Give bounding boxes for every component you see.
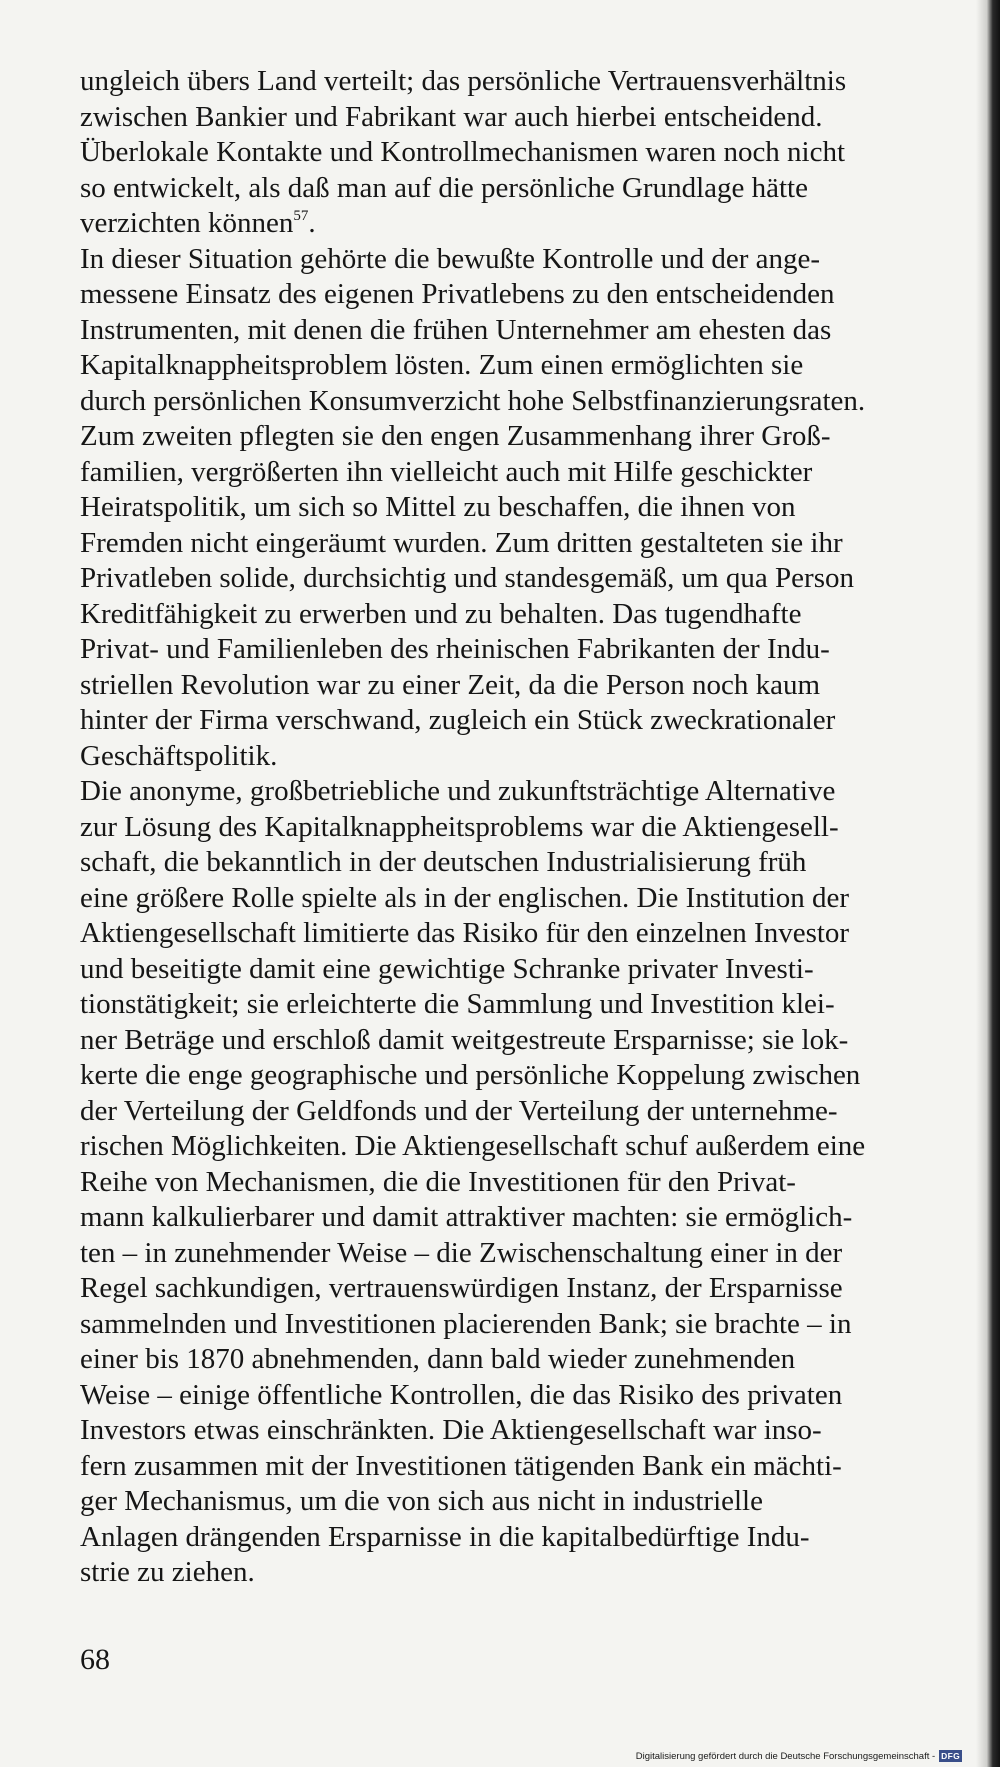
dfg-logo-icon: DFG bbox=[941, 1751, 960, 1761]
text-line: eine größere Rolle spielte als in der englischen. Die Institution der bbox=[80, 881, 850, 914]
text-line: In dieser Situation gehörte die bewußte Kontrolle und der ange- bbox=[80, 242, 821, 275]
text-line: Geschäftspolitik. bbox=[80, 739, 278, 772]
footnote-marker: 57 bbox=[293, 208, 309, 224]
text-line: ungleich übers Land verteilt; das persönliche Vertrauensverhältnis bbox=[80, 65, 847, 97]
text-line: schaft, die bekanntlich in der deutschen Industrialisierung früh bbox=[80, 846, 807, 878]
page-edge-shadow bbox=[976, 0, 1000, 1767]
text-line: Zum zweiten pflegten sie den engen Zusammenhang ihrer Groß- bbox=[80, 420, 831, 452]
text-line: hinter der Firma verschwand, zugleich ein Stück zweckrationaler bbox=[80, 704, 836, 736]
text-line: ger Mechanismus, um die von sich aus nicht in industrielle bbox=[80, 1485, 763, 1517]
page-number: 68 bbox=[80, 1643, 110, 1676]
text-line: Instrumenten, mit denen die frühen Unternehmer am ehesten das bbox=[80, 313, 832, 346]
text-line: Kreditfähigkeit zu erwerben und zu behalten. Das tugendhafte bbox=[80, 597, 802, 630]
text-line: messene Einsatz des eigenen Privatlebens zu den entscheidenden bbox=[80, 278, 835, 310]
text-line: tionstätigkeit; sie erleichterte die Sammlung und Investition klei- bbox=[80, 988, 835, 1020]
text-line: rischen Möglichkeiten. Die Aktiengesellschaft schuf außerdem eine bbox=[80, 1130, 866, 1162]
text-line: Heiratspolitik, um sich so Mittel zu beschaffen, die ihnen von bbox=[80, 491, 796, 523]
text-line: Privatleben solide, durchsichtig und standesgemäß, um qua Person bbox=[80, 562, 854, 594]
period: . bbox=[308, 207, 316, 239]
text-line: Aktiengesellschaft limitierte das Risiko für den einzelnen Investor bbox=[80, 917, 850, 949]
text-line: Anlagen drängenden Ersparnisse in die kapitalbedürftige Indu- bbox=[80, 1520, 810, 1553]
text-line: Überlokale Kontakte und Kontrollmechanismen waren noch nicht bbox=[80, 136, 846, 168]
text-line: Fremden nicht eingeräumt wurden. Zum dritten gestalteten sie ihr bbox=[80, 526, 843, 559]
text-line: sammelnden und Investitionen placierenden Bank; sie brachte – in bbox=[80, 1307, 852, 1340]
text-line: Die anonyme, großbetriebliche und zukunftsträchtige Alternative bbox=[80, 775, 836, 807]
body-text bbox=[80, 64, 980, 1591]
text-line: einer bis 1870 abnehmenden, dann bald wieder zunehmenden bbox=[80, 1343, 796, 1375]
text-line: familien, vergrößerten ihn vielleicht auch mit Hilfe geschickter bbox=[80, 455, 813, 488]
text-line: striellen Revolution war zu einer Zeit, da die Person noch kaum bbox=[80, 668, 821, 701]
text-line: Weise – einige öffentliche Kontrollen, die das Risiko des privaten bbox=[80, 1378, 843, 1411]
text-line: Kapitalknappheitsproblem lösten. Zum einen ermöglichten sie bbox=[80, 349, 804, 381]
text-line: mann kalkulierbarer und damit attraktiver machten: sie ermöglich- bbox=[80, 1201, 853, 1233]
text-fragment: verzichten können bbox=[80, 207, 294, 239]
text-line: kerte die enge geographische und persönliche Koppelung zwischen bbox=[80, 1059, 861, 1091]
text-line: Investors etwas einschränkten. Die Aktiengesellschaft war inso- bbox=[80, 1414, 822, 1446]
text-line: fern zusammen mit der Investitionen tätigenden Bank ein mächti- bbox=[80, 1449, 842, 1482]
text-line: und beseitigte damit eine gewichtige Schranke privater Investi- bbox=[80, 952, 814, 985]
text-line: der Verteilung der Geldfonds und der Verteilung der unternehme- bbox=[80, 1094, 838, 1127]
text-line: zwischen Bankier und Fabrikant war auch hierbei entscheidend. bbox=[80, 100, 823, 133]
text-line: zur Lösung des Kapitalknappheitsproblems war die Aktiengesell- bbox=[80, 810, 839, 843]
digitization-credit bbox=[636, 1748, 962, 1764]
text-line: Privat- und Familienleben des rheinischen Fabrikanten der Indu- bbox=[80, 633, 830, 665]
text-line: Reihe von Mechanismen, die die Investitionen für den Privat- bbox=[80, 1165, 796, 1198]
text-line: Regel sachkundigen, vertrauenswürdigen Instanz, der Ersparnisse bbox=[80, 1272, 843, 1304]
text-line: ner Beträge und erschloß damit weitgestreute Ersparnisse; sie lok- bbox=[80, 1023, 849, 1056]
text-line: ten – in zunehmender Weise – die Zwischenschaltung einer in der bbox=[80, 1236, 843, 1269]
text-line: durch persönlichen Konsumverzicht hohe Selbstfinanzierungsraten. bbox=[80, 384, 866, 417]
credit-text: Digitalisierung gefördert durch die Deutsche Forschungsgemeinschaft - bbox=[635, 1750, 936, 1762]
text-line: so entwickelt, als daß man auf die persönliche Grundlage hätte bbox=[80, 171, 808, 204]
text-line-with-footnote bbox=[80, 206, 980, 242]
text-line: strie zu ziehen. bbox=[80, 1556, 255, 1588]
